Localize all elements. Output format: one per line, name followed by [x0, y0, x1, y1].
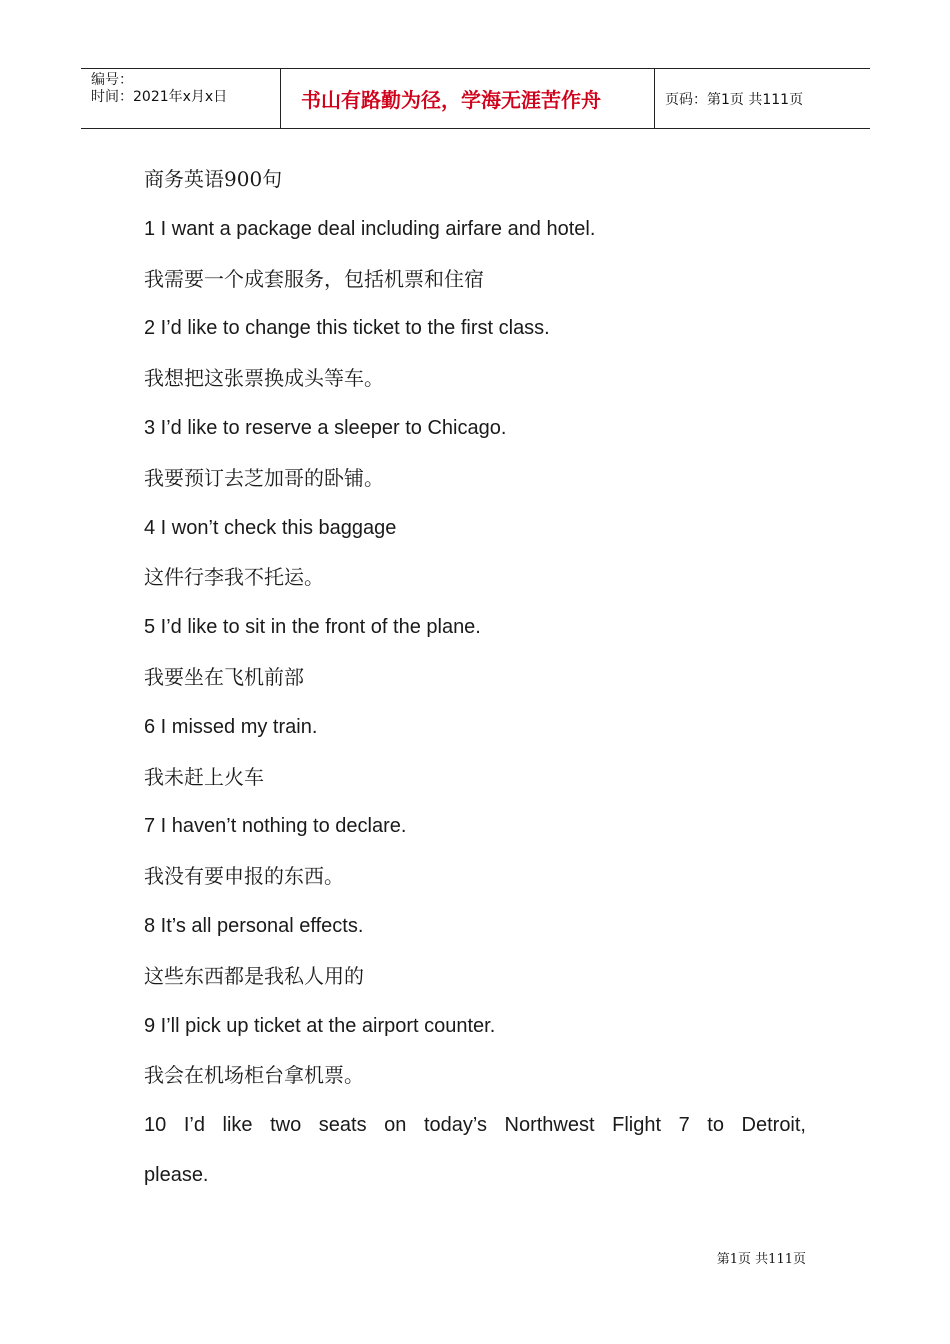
sentence-zh-2: 我想把这张票换成头等车。	[144, 366, 384, 391]
header-meta	[81, 69, 281, 128]
number-label: 编号：	[91, 72, 133, 88]
sentence-zh-9: 我会在机场柜台拿机票。	[144, 1063, 364, 1088]
sentence-en-4: 4 I won’t check this baggage	[144, 516, 397, 539]
sentence-en-9: 9 I’ll pick up ticket at the airport counter.	[144, 1014, 496, 1037]
sentence-en-2: 2 I’d like to change this ticket to the first class.	[144, 317, 550, 340]
header-motto: 书山有路勤为径，学海无涯苦作舟	[281, 69, 655, 128]
sentence-zh-1: 我需要一个成套服务，包括机票和住宿	[144, 266, 484, 291]
document-body	[144, 155, 806, 1201]
sentence-en-3: 3 I’d like to reserve a sleeper to Chicago.	[144, 416, 507, 439]
sentence-en-10: 10 I’d like two seats on today’s Northwest Flight 7 to Detroit,	[144, 1114, 806, 1137]
sentence-en-1: 1 I want a package deal including airfare and hotel.	[144, 217, 596, 240]
sentence-zh-4: 这件行李我不托运。	[144, 565, 324, 590]
sentence-en-5: 5 I’d like to sit in the front of the plane.	[144, 616, 481, 639]
sentence-zh-8: 这些东西都是我私人用的	[144, 963, 364, 988]
page-header	[81, 68, 870, 129]
time-label: 时间：2021年x月x日	[91, 89, 228, 105]
sentence-en-8: 8 It’s all personal effects.	[144, 914, 364, 937]
sentence-zh-7: 我没有要申报的东西。	[144, 864, 344, 889]
page-footer: 第1页 共111页	[716, 1252, 806, 1267]
sentence-zh-3: 我要预订去芝加哥的卧铺。	[144, 465, 384, 490]
sentence-en-10-continued: please.	[144, 1163, 209, 1186]
sentence-en-7: 7 I haven’t nothing to declare.	[144, 815, 407, 838]
sentence-zh-5: 我要坐在飞机前部	[144, 664, 304, 689]
document-title: 商务英语900句	[144, 167, 283, 191]
sentence-en-6: 6 I missed my train.	[144, 715, 318, 738]
header-page-info: 页码：第1页 共111页	[665, 91, 804, 108]
sentence-zh-6: 我未赶上火车	[144, 764, 264, 789]
